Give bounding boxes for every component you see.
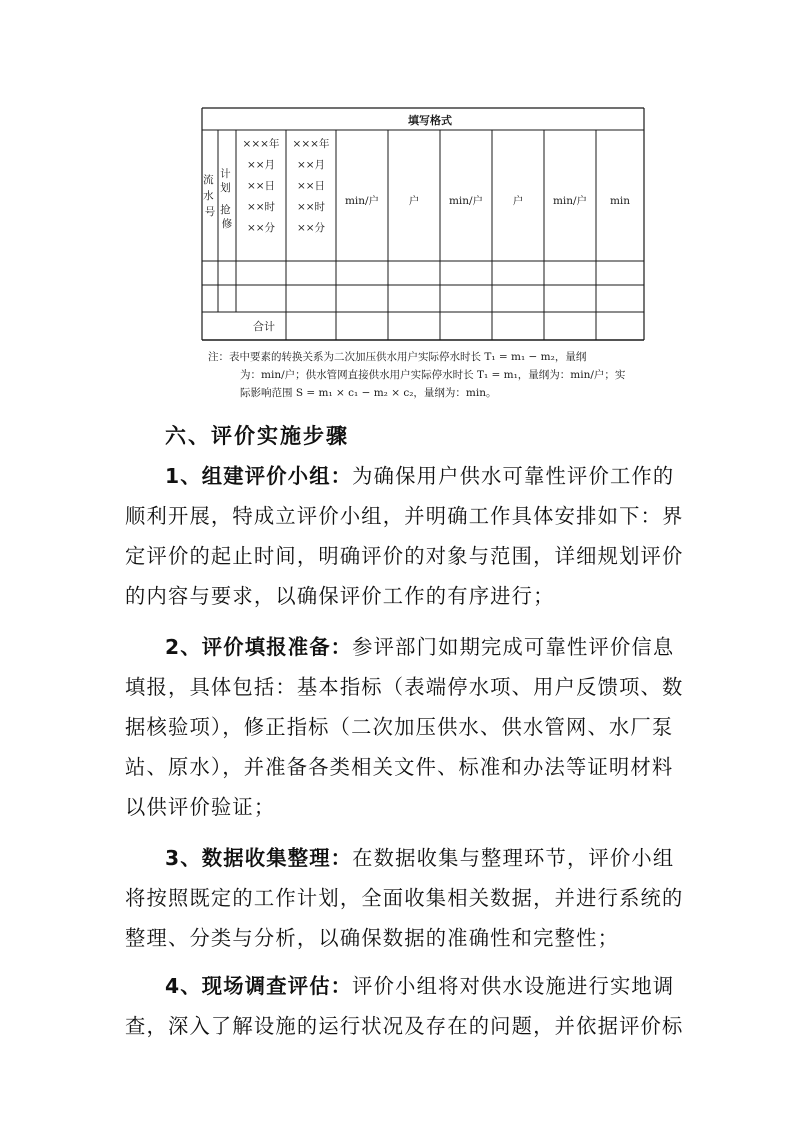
note-line: 为：min/户；供水管网直接供水用户实际停水时长 T₁ = m₁，量纲为：min/户；实: [240, 369, 626, 381]
datetime-line: ×××年: [242, 138, 280, 150]
start-datetime-column: [243, 137, 280, 234]
serial-column-label: 流 水 号: [203, 174, 216, 218]
step-text-line: 顺利开展，特成立评价小组，并明确工作具体安排如下：界: [125, 504, 684, 528]
step-text-line: 站、原水），并准备各类相关文件、标准和办法等证明材料: [125, 755, 674, 779]
step-text-line: 将按照既定的工作计划，全面收集相关数据，并进行系统的: [125, 886, 684, 910]
step-text-line: 为确保用户供水可靠性评价工作的: [352, 464, 675, 488]
step-title: 2、评价填报准备：: [165, 635, 353, 659]
note-line: 际影响范围 S = m₁ × c₁ − m₂ × c₂，量纲为：min。: [240, 387, 497, 399]
end-datetime-column: [293, 137, 330, 234]
unit-cell-5: min: [609, 195, 631, 207]
step-paragraph: [125, 838, 685, 958]
step-text-line: 的内容与要求，以确保评价工作的有序进行；: [125, 584, 555, 608]
datetime-line: ××时: [296, 201, 326, 213]
table-header-title: 填写格式: [408, 114, 452, 127]
step-text-line: 整理、分类与分析，以确保数据的准确性和完整性；: [125, 926, 620, 950]
step-text-line: 查，深入了解设施的运行状况及存在的问题，并依据评价标: [125, 1014, 684, 1038]
step-text-line: 定评价的起止时间，明确评价的对象与范围，详细规划评价: [125, 544, 684, 568]
note-line: 注：表中要素的转换关系为二次加压供水用户实际停水时长 T₁ = m₁ − m₂，量纲: [208, 351, 587, 363]
step-text-line: 据核验项），修正指标（二次加压供水、供水管网、水厂泵: [125, 715, 674, 739]
unit-cell-3: 户: [512, 195, 524, 207]
type-column-label: 计 划 抢 修: [220, 168, 233, 230]
step-text-line: 参评部门如期完成可靠性评价信息: [352, 635, 675, 659]
datetime-line: ××月: [246, 159, 276, 171]
datetime-line: ××分: [296, 222, 326, 234]
unit-cell-2: min/户: [448, 195, 484, 207]
step-paragraph: [125, 966, 685, 1046]
step-title: 4、现场调查评估：: [165, 974, 353, 998]
datetime-line: ××日: [246, 180, 276, 192]
step-paragraph: [125, 456, 685, 616]
fill-format-table: [200, 107, 646, 347]
datetime-line: ×××年: [292, 138, 330, 150]
step-text-line: 在数据收集与整理环节，评价小组: [352, 846, 675, 870]
step-text-line: 填报，具体包括：基本指标（表端停水项、用户反馈项、数: [125, 675, 684, 699]
section-heading: 六、评价实施步骤: [165, 424, 349, 448]
step-title: 3、数据收集整理：: [165, 846, 353, 870]
scanned-table-figure: [200, 107, 646, 407]
total-label: 合计: [253, 320, 275, 333]
datetime-line: ××日: [296, 180, 326, 192]
step-paragraph: [125, 627, 685, 827]
datetime-line: ××时: [246, 201, 276, 213]
step-title: 1、组建评价小组：: [165, 464, 353, 488]
datetime-line: ××月: [296, 159, 326, 171]
unit-cell-0: min/户: [344, 195, 380, 207]
step-text-line: 评价小组将对供水设施进行实地调: [352, 974, 675, 998]
step-text-line: 以供评价验证；: [125, 795, 276, 819]
unit-cell-1: 户: [408, 195, 420, 207]
datetime-line: ××分: [246, 222, 276, 234]
unit-cell-4: min/户: [552, 195, 588, 207]
